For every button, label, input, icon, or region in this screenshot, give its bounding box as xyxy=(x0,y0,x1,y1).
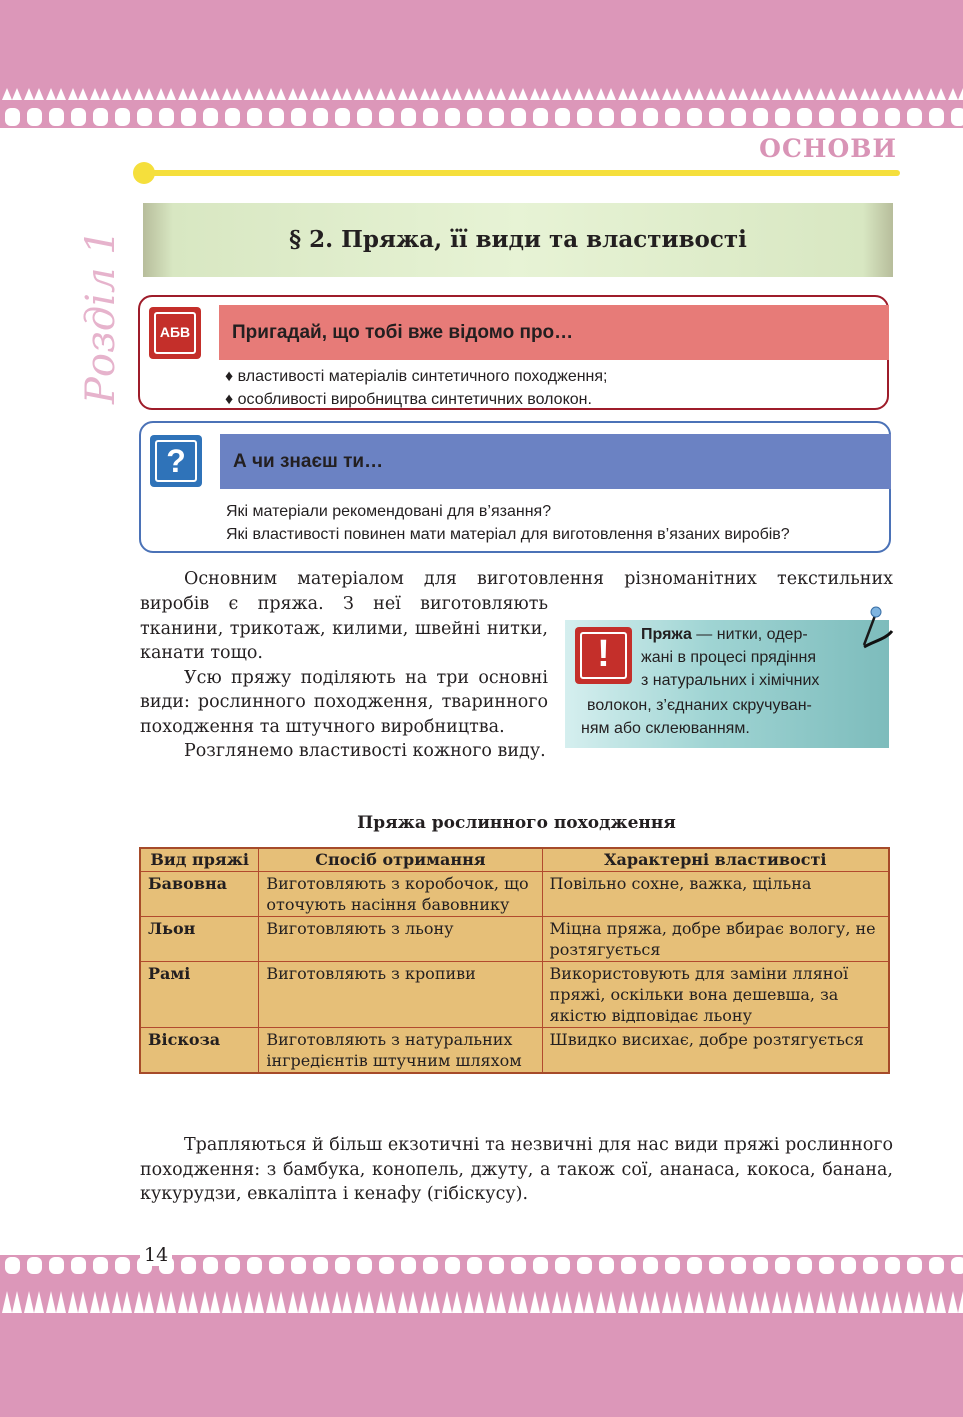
definition-line: з натуральних і хімічних xyxy=(641,672,820,689)
section-header: ОСНОВИ xyxy=(759,134,897,163)
header-rule-dot xyxy=(133,162,155,184)
recall-heading: Пригадай, що тобі вже відомо про… xyxy=(219,305,889,360)
recall-box xyxy=(138,295,889,410)
cell: Виготовляють з натуральних інгредієнтів штучним шляхом xyxy=(259,1028,542,1074)
definition-line: волокон, з’єднаних скручуван- xyxy=(587,697,812,714)
intro-column xyxy=(140,592,548,764)
question-box xyxy=(139,421,891,553)
list-item: Які матеріали рекомендовані для в’язання? xyxy=(226,503,552,520)
exclamation-icon: ! xyxy=(575,627,632,684)
definition-line: ням або склеюванням. xyxy=(581,720,750,737)
chapter-side-label: Розділ 1 xyxy=(78,229,124,404)
list-item: ♦ особливості виробництва синтетичних волокон. xyxy=(225,391,592,408)
abc-letters-icon: АБВ xyxy=(149,307,201,359)
table-caption: Пряжа рослинного походження xyxy=(357,813,676,833)
top-lace-border xyxy=(0,78,963,130)
closing-paragraph: Трапляються й більш екзотичні та незвичні для нас види пряжі рослинного походження: з бамбука, конопель, джуту, а також сої, ананаса, кокоса, банана, кукурудзи, евкаліпта і кенафу (гібіскусу). xyxy=(140,1135,893,1204)
column-header: Спосіб отримання xyxy=(259,848,542,872)
cell: Міцна пряжа, добре вбирає вологу, не розтягується xyxy=(542,917,889,962)
cell: Швидко висихає, добре розтягується xyxy=(542,1028,889,1074)
list-item: Які властивості повинен мати матеріал для виготовлення в’язаних виробів? xyxy=(226,526,790,543)
definition-line: Пряжа — нитки, одер- xyxy=(641,626,808,643)
definition-line: жані в процесі прядіння xyxy=(641,649,816,666)
question-mark-icon: ? xyxy=(150,435,202,487)
yarn-table xyxy=(139,847,890,1074)
cell: Використовують для заміни лляної пряжі, оскільки вона дешевша, за якістю відповідає льону xyxy=(542,962,889,1028)
page-number: 14 xyxy=(140,1244,172,1266)
recall-list xyxy=(225,365,608,411)
table-row xyxy=(140,962,889,1028)
question-heading: А чи знаєш ти… xyxy=(220,434,891,489)
types-paragraph: Усю пряжу поділяють на три основні види: рослинного походження, тваринного походження та штучного виробництва. xyxy=(140,667,548,737)
table-header-row xyxy=(140,848,889,872)
column-header: Характерні властивості xyxy=(542,848,889,872)
pin-icon xyxy=(856,603,896,653)
column-header: Вид пряжі xyxy=(140,848,259,872)
cell: Виготовляють з льону xyxy=(259,917,542,962)
table-row xyxy=(140,917,889,962)
header-rule xyxy=(140,170,900,176)
intro-paragraph: виробів є пряжа. З неї виготовляють тканини, трикотаж, килими, швейні нитки, канати тощо. xyxy=(140,594,548,663)
definition-term: Пряжа xyxy=(641,626,692,643)
table-row xyxy=(140,1028,889,1074)
question-list xyxy=(226,500,790,546)
list-item: ♦ властивості матеріалів синтетичного походження; xyxy=(225,368,608,385)
cell: Виготовляють з кропиви xyxy=(259,962,542,1028)
cell: Рамі xyxy=(140,962,259,1028)
cell: Повільно сохне, важка, щільна xyxy=(542,872,889,917)
cell: Віскоза xyxy=(140,1028,259,1074)
table-row xyxy=(140,872,889,917)
cell: Виготовляють з коробочок, що оточують насіння бавовнику xyxy=(259,872,542,917)
lead-in-paragraph: Розглянемо властивості кожного виду. xyxy=(184,741,546,761)
cell: Бавовна xyxy=(140,872,259,917)
title-banner xyxy=(143,203,893,277)
page-title: § 2. Пряжа, її види та властивості xyxy=(289,226,747,253)
intro-first-line: Основним матеріалом для виготовлення різноманітних текстильних xyxy=(184,569,893,589)
definition-note xyxy=(565,620,889,748)
cell: Льон xyxy=(140,917,259,962)
